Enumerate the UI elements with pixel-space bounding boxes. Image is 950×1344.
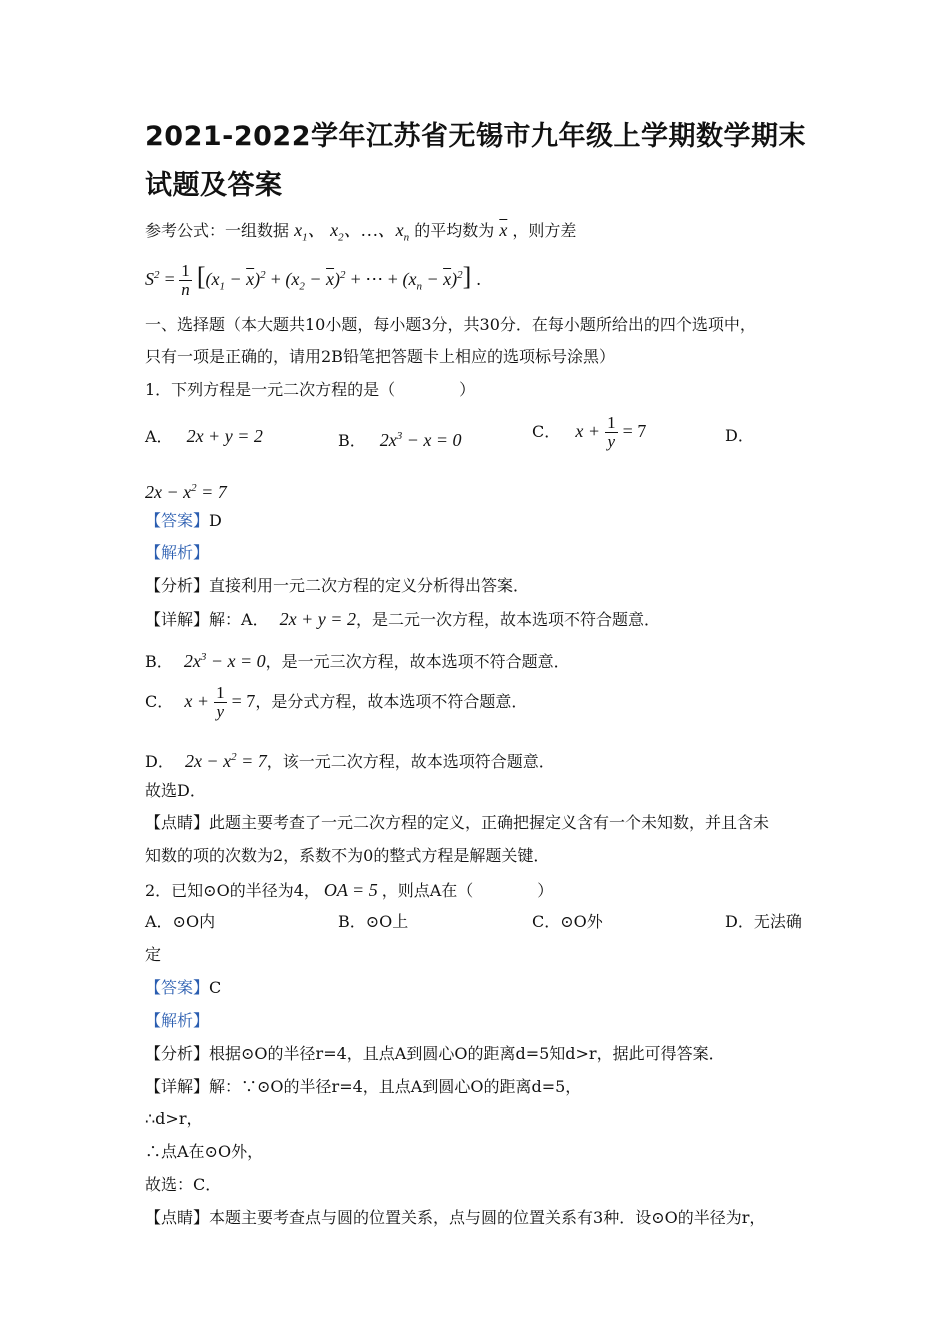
formula-intro bbox=[145, 219, 576, 249]
q1-analysis: 【解析】 bbox=[145, 543, 210, 562]
fraction: $\frac{1}{n}$ bbox=[181, 261, 190, 299]
q1-detail-a: 【详解】解：A． 2x + y = 2，是二元一次方程，故本选项不符合题意． bbox=[145, 609, 660, 629]
mean-symbol: $\overline{x}$ bbox=[499, 220, 508, 240]
page-title: 2021-2022学年江苏省无锡市九年级上学期数学期末试题及答案 bbox=[145, 121, 806, 201]
q2-option-d-wrap: 定 bbox=[145, 945, 162, 964]
formula-text: ，则方差 bbox=[512, 221, 577, 240]
q2-stem: 2．已知⊙O的半径为4， OA = 5 ，则点A在（ ） bbox=[145, 880, 554, 900]
q2-option-c: C．⊙O外 bbox=[532, 912, 603, 931]
formula-text: 参考公式：一组数据 bbox=[145, 221, 290, 240]
q2-choose: 故选：C． bbox=[145, 1175, 222, 1194]
section-heading: 一、选择题（本大题共10小题，每小题3分，共30分．在每小题所给出的四个选项中， bbox=[145, 315, 756, 334]
q1-detail-d: D． $2x - x^2 = 7$，该一元二次方程，故本选项符合题意． bbox=[145, 751, 555, 771]
q2-option-b: B．⊙O上 bbox=[338, 912, 409, 931]
q2-answer: 【答案】C bbox=[145, 978, 222, 997]
variance-formula: $S^2$ = $\frac{1}{n}$ [$(x_1 - \overline{x})^2 + (x_2 - \overline{x})^2$ + ⋯ + $(x_n - \overline{x})^2$] . bbox=[145, 261, 481, 299]
q1-detail-b: B． $2x^3 - x = 0$，是一元三次方程，故本选项不符合题意． bbox=[145, 651, 570, 671]
q1-comment-cont: 知数的项的次数为2，系数不为0的整式方程是解题关键． bbox=[145, 846, 550, 865]
q2-step2: ∴点A在⊙O外， bbox=[145, 1142, 264, 1161]
q1-detail-c: C． x + $\frac{1}{y}$ = 7，是分式方程，故本选项不符合题意． bbox=[145, 683, 528, 721]
q2-fenxi: 【分析】根据⊙O的半径r=4，且点A到圆心O的距离d=5知d>r，据此可得答案． bbox=[145, 1044, 725, 1063]
q1-choose: 故选D． bbox=[145, 781, 206, 800]
q1-option-d: D． bbox=[725, 426, 754, 445]
q1-fenxi: 【分析】直接利用一元二次方程的定义分析得出答案． bbox=[145, 576, 530, 595]
q2-step1: ∴d>r， bbox=[145, 1109, 203, 1128]
q1-option-c: C． x + $\frac{1}{y}$ = 7 bbox=[532, 413, 647, 451]
q1-option-a: A． 2x + y = 2 bbox=[145, 426, 263, 446]
q1-comment: 【点睛】此题主要考查了一元二次方程的定义，正确把握定义含有一个未知数，并且含未 bbox=[145, 813, 770, 832]
q2-comment: 【点睛】本题主要考查点与圆的位置关系，点与圆的位置关系有3种．设⊙O的半径为r， bbox=[145, 1208, 766, 1227]
q2-option-d: D．无法确 bbox=[725, 912, 802, 931]
q2-option-a: A．⊙O内 bbox=[145, 912, 216, 931]
formula-text: 的平均数为 bbox=[414, 221, 495, 240]
section-heading-cont: 只有一项是正确的，请用2B铅笔把答题卡上相应的选项标号涂黑） bbox=[145, 347, 615, 366]
q2-analysis: 【解析】 bbox=[145, 1011, 210, 1030]
formula-data-list: $x_1$、 $x_2$、…、$x_n$ bbox=[294, 220, 410, 244]
q1-option-d-expr: $2x - x^2 = 7$ bbox=[145, 482, 227, 502]
q1-option-b: B． $2x^3 - x = 0$ bbox=[338, 430, 462, 450]
q1-answer: 【答案】D bbox=[145, 511, 222, 530]
q2-detail: 【详解】解：∵⊙O的半径r=4，且点A到圆心O的距离d=5， bbox=[145, 1077, 582, 1096]
q1-stem: 1．下列方程是一元二次方程的是（ ） bbox=[145, 380, 476, 399]
